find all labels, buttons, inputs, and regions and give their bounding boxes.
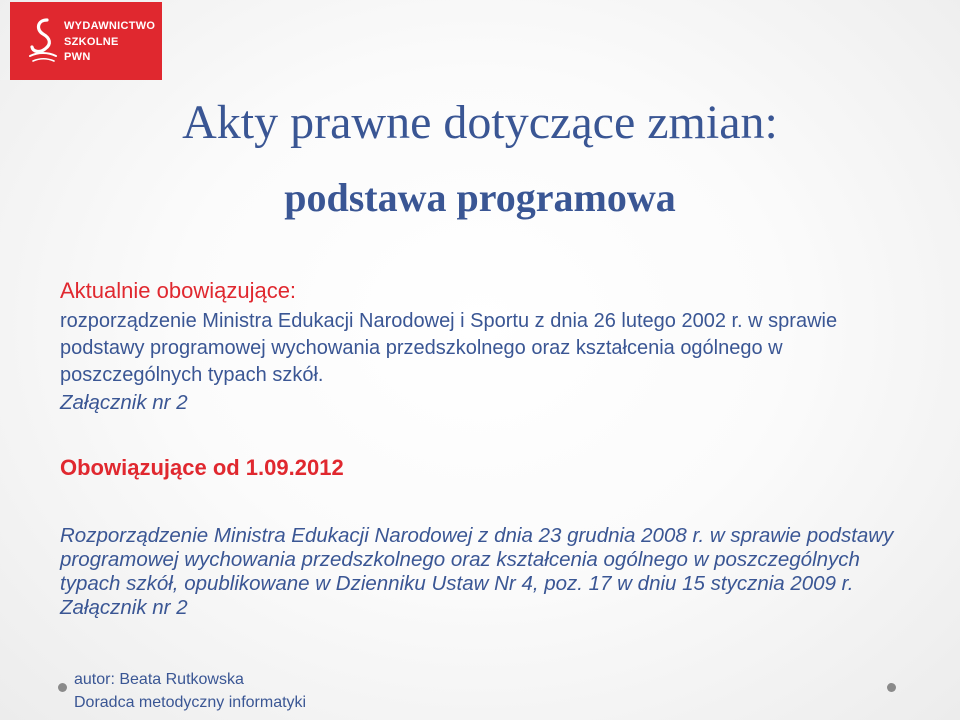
slide-subtitle: podstawa programowa <box>284 175 676 220</box>
new-regulation-section <box>60 524 910 620</box>
new-regulation-heading: Obowiązujące od 1.09.2012 <box>60 455 344 480</box>
logo-line-2: SZKOLNE <box>64 35 119 48</box>
publisher-logo <box>10 2 162 80</box>
author-name: autor: Beata Rutkowska <box>74 671 244 688</box>
current-regulation-section <box>60 278 910 415</box>
right-bullet-dot <box>887 683 896 692</box>
author-footer <box>74 668 306 714</box>
current-regulation-attachment: Załącznik nr 2 <box>60 391 188 414</box>
logo-line-1: WYDAWNICTWO <box>64 20 156 32</box>
new-regulation-heading-section <box>60 455 910 481</box>
current-regulation-heading: Aktualnie obowiązujące: <box>60 278 297 303</box>
new-regulation-attachment: Załącznik nr 2 <box>60 596 188 619</box>
logo-text <box>64 19 155 66</box>
new-regulation-text: Rozporządzenie Ministra Edukacji Narodowej z dnia 23 grudnia 2008 r. w sprawie podstawy programowej wychowania przedszkolnego oraz kształcenia ogólnego w poszczególnych typach szkół, opublikowane w Dzienniku Ustaw Nr 4, poz. 17 w dniu 15 stycznia 2009 r. <box>60 524 894 595</box>
swan-logo-icon <box>28 16 58 66</box>
current-regulation-text: rozporządzenie Ministra Edukacji Narodowej i Sportu z dnia 26 lutego 2002 r. w sprawie podstawy programowej wychowania przedszkolnego oraz kształcenia ogólnego w poszczególnych typach szkół. <box>60 310 838 386</box>
logo-line-3: PWN <box>64 51 91 63</box>
author-role: Doradca metodyczny informatyki <box>74 694 307 711</box>
left-bullet-dot <box>58 683 67 692</box>
slide-title: Akty prawne dotyczące zmian: <box>182 96 778 149</box>
